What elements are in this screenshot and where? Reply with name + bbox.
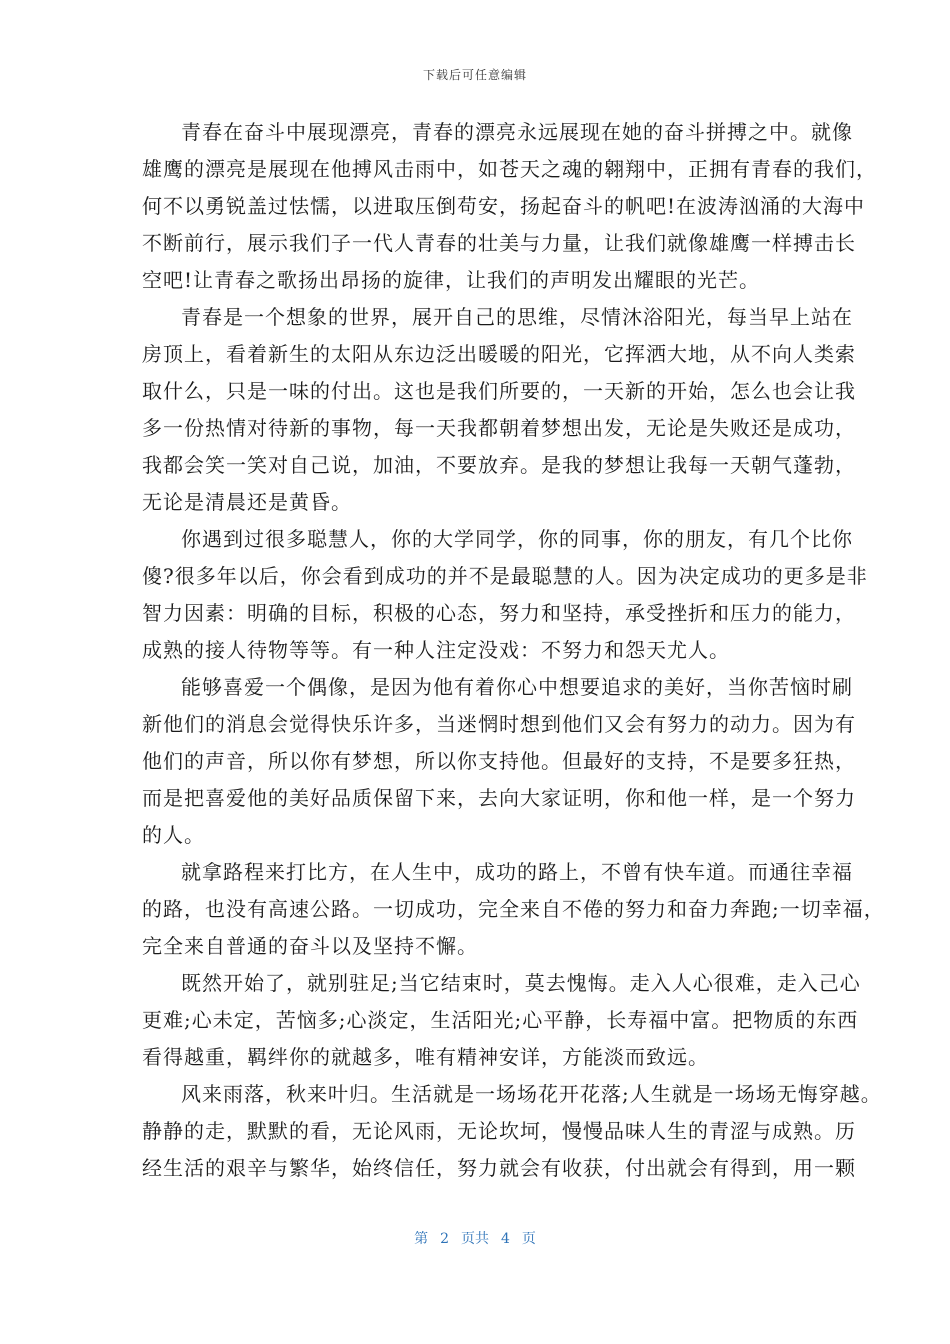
text-line: 你遇到过很多聪慧人，你的大学同学，你的同事，你的朋友，有几个比你 (181, 527, 853, 551)
footer-word-suffix: 页 (521, 1231, 536, 1247)
text-line: 智力因素：明确的目标，积极的心态，努力和坚持，承受挫折和压力的能力， (142, 601, 856, 625)
body-text (142, 114, 885, 1187)
text-line: 完全来自普通的奋斗以及坚持不懈。 (142, 934, 478, 958)
text-line: 而是把喜爱他的美好品质保留下来，去向大家证明，你和他一样，是一个努力 (142, 786, 856, 810)
text-line: 无论是清晨还是黄昏。 (142, 490, 352, 514)
text-line: 何不以勇锐盖过怯懦，以进取压倒苟安，扬起奋斗的帆吧!在波涛汹涌的大海中 (142, 194, 866, 218)
text-line: 静静的走，默默的看，无论风雨，无论坎坷，慢慢品味人生的青涩与成熟。历 (142, 1119, 856, 1143)
text-line: 雄鹰的漂亮是展现在他搏风击雨中，如苍天之魂的翱翔中，正拥有青春的我们， (142, 157, 877, 181)
text-line: 成熟的接人待物等等。有一种人注定没戏：不努力和怨天尤人。 (142, 638, 730, 662)
text-line: 不断前行，展示我们子一代人青春的壮美与力量，让我们就像雄鹰一样搏击长 (142, 231, 856, 255)
text-line: 既然开始了，就别驻足;当它结束时，莫去愧悔。走入人心很难，走入己心 (181, 971, 861, 995)
text-line: 青春是一个想象的世界，展开自己的思维，尽情沐浴阳光，每当早上站在 (181, 305, 853, 329)
text-line: 傻?很多年以后，你会看到成功的并不是最聪慧的人。因为决定成功的更多是非 (142, 564, 868, 588)
text-line: 新他们的消息会觉得快乐许多，当迷惘时想到他们又会有努力的动力。因为有 (142, 712, 856, 736)
text-line: 看得越重，羁绊你的就越多，唯有精神安详，方能淡而致远。 (142, 1045, 709, 1069)
text-line: 青春在奋斗中展现漂亮，青春的漂亮永远展现在她的奋斗拼搏之中。就像 (181, 120, 853, 144)
text-line: 能够喜爱一个偶像，是因为他有着你心中想要追求的美好，当你苦恼时刷 (181, 675, 853, 699)
footer-current-page: 2 (440, 1231, 449, 1247)
text-line: 风来雨落，秋来叶归。生活就是一场场花开花落;人生就是一场场无悔穿越。 (181, 1082, 882, 1106)
text-line: 的人。 (142, 823, 205, 847)
page-footer (0, 1228, 950, 1248)
text-line: 就拿路程来打比方，在人生中，成功的路上，不曾有快车道。而通往幸福 (181, 860, 853, 884)
footer-word-page: 第 (414, 1231, 429, 1247)
text-line: 他们的声音，所以你有梦想，所以你支持他。但最好的支持，不是要多狂热， (142, 749, 856, 773)
text-line: 取什么，只是一味的付出。这也是我们所要的，一天新的开始，怎么也会让我 (142, 379, 856, 403)
text-line: 的路，也没有高速公路。一切成功，完全来自不倦的努力和奋力奔跑;一切幸福， (142, 897, 885, 921)
text-line: 房顶上，看着新生的太阳从东边泛出暖暖的阳光，它挥洒大地，从不向人类索 (142, 342, 856, 366)
text-line: 我都会笑一笑对自己说，加油，不要放弃。是我的梦想让我每一天朝气蓬勃， (142, 453, 856, 477)
page-header: 下载后可任意编辑 (422, 68, 527, 82)
footer-total-pages: 4 (501, 1231, 510, 1247)
text-line: 更难;心未定，苦恼多;心淡定，生活阳光;心平静，长寿福中富。把物质的东西 (142, 1008, 859, 1032)
text-line: 多一份热情对待新的事物，每一天我都朝着梦想出发，无论是失败还是成功， (142, 416, 856, 440)
text-line: 空吧!让青春之歌扬出昂扬的旋律，让我们的声明发出耀眼的光芒。 (142, 268, 761, 292)
text-line: 经生活的艰辛与繁华，始终信任，努力就会有收获，付出就会有得到，用一颗 (142, 1156, 856, 1180)
footer-word-total: 页共 (461, 1231, 489, 1247)
